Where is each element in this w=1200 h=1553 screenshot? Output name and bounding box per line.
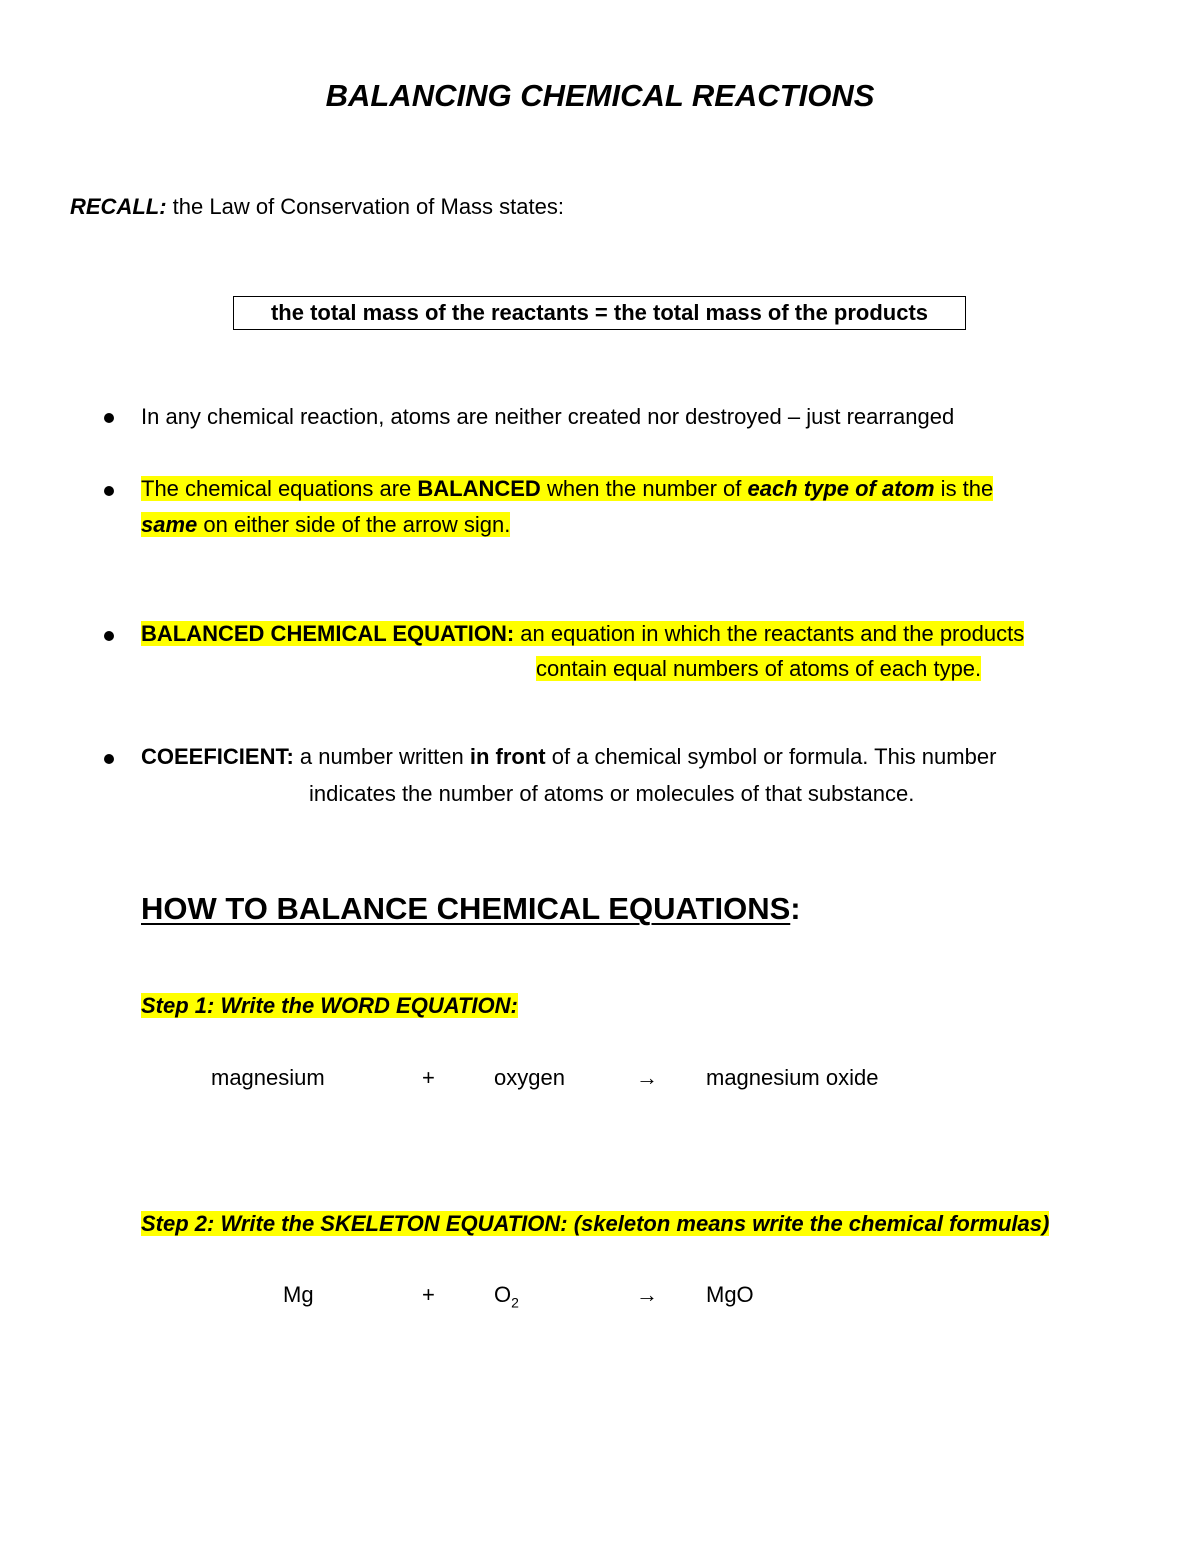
emphasis: BALANCED: [417, 476, 541, 501]
text: a number written: [293, 744, 470, 769]
arrow-icon: →: [636, 1282, 658, 1307]
heading-text: HOW TO BALANCE CHEMICAL EQUATIONS: [141, 891, 791, 926]
bullet-4-line-2: indicates the number of atoms or molecules of that substance.: [309, 781, 915, 806]
text: The chemical equations are: [141, 476, 418, 501]
text: of a chemical symbol or formula. This number: [545, 744, 997, 769]
bullet-icon: [104, 413, 114, 423]
recall-text: the Law of Conservation of Mass states:: [172, 194, 564, 219]
formula-base: O: [494, 1282, 512, 1307]
bullet-icon: [104, 754, 114, 764]
word-product: magnesium oxide: [706, 1065, 879, 1090]
step-2-label: [141, 1211, 1049, 1237]
bullet-icon: [104, 486, 114, 496]
text: contain equal numbers of atoms of each type.: [536, 656, 982, 681]
bullet-2-line-2: [141, 512, 510, 538]
bullet-icon: [104, 631, 114, 641]
text: Step 2: Write the SKELETON EQUATION: (skeleton means write the chemical formulas): [141, 1211, 1050, 1236]
heading-colon: :: [790, 891, 801, 926]
arrow-icon: →: [636, 1065, 658, 1090]
recall-line: [70, 194, 564, 220]
bullet-4-line-1: [141, 744, 996, 770]
word-reactant-1: magnesium: [211, 1065, 325, 1090]
skeleton-product: MgO: [706, 1282, 754, 1307]
skeleton-reactant-2: [494, 1282, 519, 1310]
formula-subscript: 2: [511, 1294, 519, 1311]
text: an equation in which the reactants and the products: [514, 621, 1025, 646]
term: COEEFICIENT:: [141, 744, 294, 769]
bullet-2-line-1: [141, 476, 993, 502]
bullet-1: In any chemical reaction, atoms are neither created nor destroyed – just rearranged: [141, 404, 955, 429]
step-1-label: [141, 993, 518, 1019]
word-plus: +: [422, 1065, 435, 1090]
skeleton-reactant-1: Mg: [283, 1282, 314, 1307]
text: on either side of the arrow sign.: [197, 512, 511, 537]
skeleton-plus: +: [422, 1282, 435, 1307]
word-reactant-2: oxygen: [494, 1065, 565, 1090]
page-title: BALANCING CHEMICAL REACTIONS: [325, 78, 875, 113]
bullet-3-line-1: [141, 621, 1024, 647]
text: is the: [934, 476, 994, 501]
law-box: the total mass of the reactants = the total mass of the products: [233, 296, 966, 330]
text: Step 1: Write the WORD EQUATION:: [141, 993, 518, 1018]
text: when the number of: [540, 476, 748, 501]
emphasis: same: [141, 512, 198, 537]
section-heading: [141, 891, 801, 927]
emphasis: in front: [469, 744, 546, 769]
bullet-3-line-2: [536, 656, 981, 682]
emphasis: each type of atom: [747, 476, 935, 501]
recall-label: RECALL:: [70, 194, 167, 219]
term: BALANCED CHEMICAL EQUATION:: [141, 621, 515, 646]
